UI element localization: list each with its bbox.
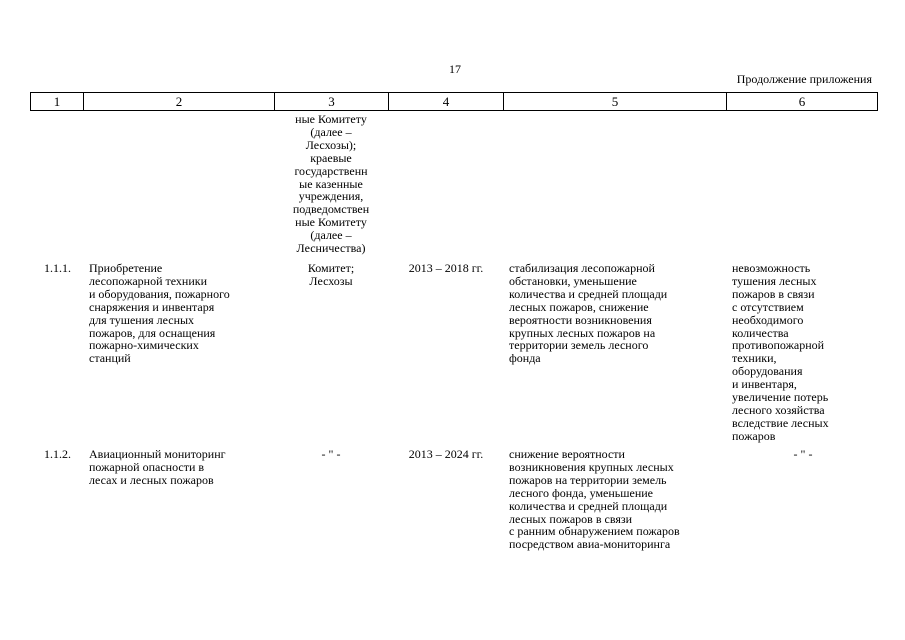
row-number: 1.1.2. <box>44 447 71 461</box>
column-header: 1 <box>31 93 84 111</box>
continuation-label: Продолжение приложения <box>736 72 872 86</box>
row-name: Авиационный мониторинг пожарной опасности в лесах и лесных пожаров <box>89 447 226 487</box>
column-header-table <box>30 92 878 111</box>
row-result: стабилизация лесопожарной обстановки, уменьшение количества и средней площади лесных пожаров, снижение вероятности возникновения крупных лесных пожаров на территории земель лесного фонда <box>509 261 668 366</box>
row-period: 2013 – 2018 гг. <box>408 261 484 275</box>
column-header: 3 <box>275 93 389 111</box>
column-header: 4 <box>389 93 504 111</box>
carryover-executor: ные Комитету (далее – Лесхозы); краевые государственн ые казенные учреждения, подведомствен ные Комитету (далее – Лесничества) <box>292 112 370 256</box>
row-executor: Комитет; Лесхозы <box>307 261 355 288</box>
row-name: Приобретение лесопожарной техники и оборудования, пожарного снаряжения и инвентаря для тушения лесных пожаров, для оснащения пожарно-химических станций <box>89 261 230 366</box>
column-header: 5 <box>504 93 727 111</box>
row-executor: - " - <box>321 447 341 461</box>
row-consequence: - " - <box>793 447 813 461</box>
column-header: 6 <box>727 93 878 111</box>
row-period: 2013 – 2024 гг. <box>408 447 484 461</box>
column-header: 2 <box>84 93 275 111</box>
page-number: 17 <box>449 62 461 76</box>
row-result: снижение вероятности возникновения крупных лесных пожаров на территории земель лесного фонда, уменьшение количества и средней площади лесных пожаров в связи с ранним обнаружением пожаров посредством авиа-мониторинга <box>509 447 680 552</box>
row-consequence: невозможность тушения лесных пожаров в связи с отсутствием необходимого количества противопожарной техники, оборудования и инвентаря, увеличение потерь лесного хозяйства вследствие лесных пожаров <box>732 261 829 443</box>
column-header-row <box>31 93 878 111</box>
row-number: 1.1.1. <box>44 261 71 275</box>
